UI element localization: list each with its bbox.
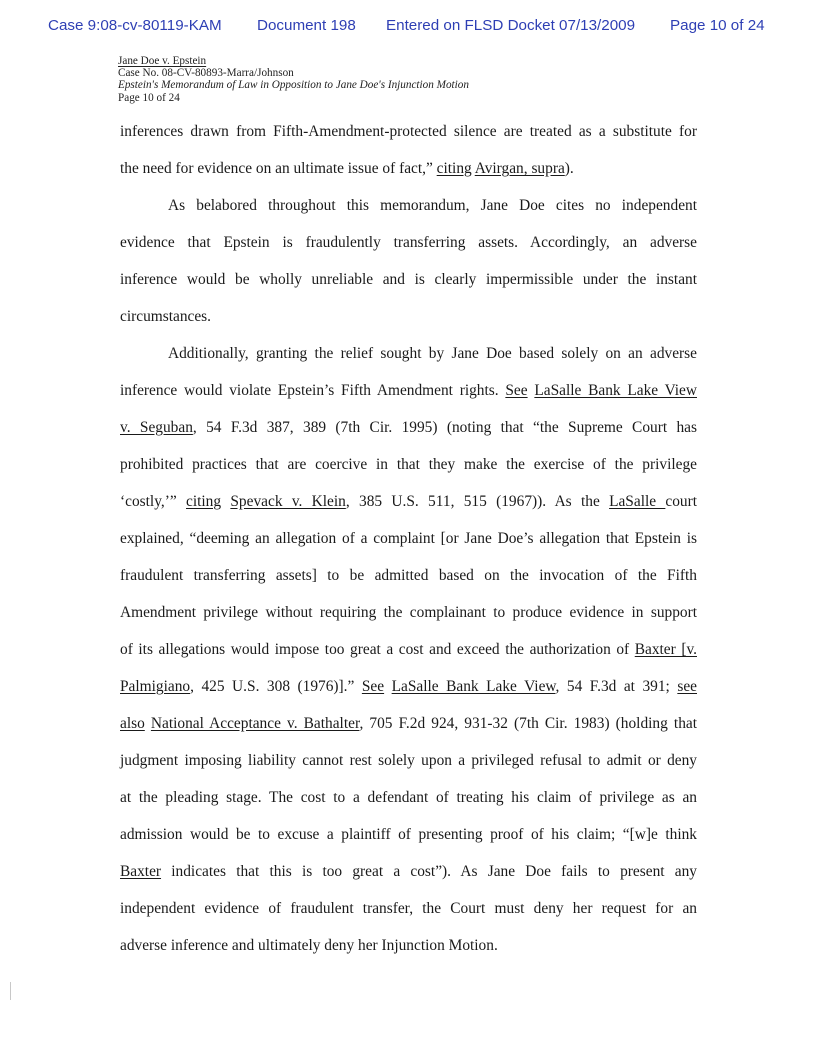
body-line-12: explained, “deeming an allegation of a complaint [or Jane Doe’s allegation that Epstein is <box>120 530 697 547</box>
header-document-title: Epstein's Memorandum of Law in Opposition to Jane Doe's Injunction Motion <box>118 79 469 92</box>
case-citation: Baxter [v. <box>634 641 697 658</box>
body-line-18: judgment imposing liability cannot rest solely upon a privileged refusal to admit or deny <box>120 752 697 769</box>
case-citation: Baxter <box>120 863 162 880</box>
body-line-13: fraudulent transferring assets] to be admitted based on the invocation of the Fifth <box>120 567 697 584</box>
citation-signal: see <box>677 678 697 695</box>
body-line-10: prohibited practices that are coercive in that they make the exercise of the privilege <box>120 456 697 473</box>
header-case-number: Case No. 08-CV-80893-Marra/Johnson <box>118 67 294 80</box>
body-line-9: v. Seguban, 54 F.3d 387, 389 (7th Cir. 1995) (noting that “the Supreme Court has <box>120 419 697 436</box>
body-line-5: inference would be wholly unreliable and is clearly impermissible under the instant <box>120 271 697 288</box>
body-line-20: admission would be to excuse a plaintiff of presenting proof of his claim; “[w]e think <box>120 826 697 843</box>
case-citation: Spevack v. Klein <box>230 493 346 510</box>
citation-signal: also <box>120 715 145 732</box>
case-citation: LaSalle Bank Lake View <box>534 382 697 399</box>
paragraph-2-start: As belabored throughout this memorandum, Jane Doe cites no independent <box>168 197 697 214</box>
header-page-number: Page 10 of 24 <box>118 91 180 104</box>
body-line-22: independent evidence of fraudulent transfer, the Court must deny her request for an <box>120 900 697 917</box>
stamp-page-number: Page 10 of 24 <box>670 17 765 34</box>
citation-signal: See <box>361 678 385 695</box>
body-line-17: also National Acceptance v. Bathalter, 705 F.2d 924, 931-32 (7th Cir. 1983) (holding that <box>120 715 697 732</box>
case-citation: National Acceptance v. Bathalter <box>150 715 360 732</box>
body-line-21: Baxter indicates that this is too great a cost”). As Jane Doe fails to present any <box>120 863 697 880</box>
stamp-document-number: Document 198 <box>257 17 356 34</box>
body-line-6: circumstances. <box>120 308 212 325</box>
body-line-1: inferences drawn from Fifth-Amendment-protected silence are treated as a substitute for <box>120 123 697 140</box>
body-line-23: adverse inference and ultimately deny her Injunction Motion. <box>120 937 498 954</box>
body-line-15: of its allegations would impose too great a cost and exceed the authorization of Baxter [v. <box>120 641 697 658</box>
stamp-docket-entry: Entered on FLSD Docket 07/13/2009 <box>386 17 636 34</box>
body-line-8: inference would violate Epstein’s Fifth Amendment rights. See LaSalle Bank Lake View <box>120 382 697 399</box>
header-caption: Jane Doe v. Epstein <box>118 55 207 67</box>
case-citation: Avirgan, supra <box>474 160 565 177</box>
body-line-16: Palmigiano, 425 U.S. 308 (1976)].” See LaSalle Bank Lake View, 54 F.3d at 391; see <box>120 678 697 695</box>
document-header <box>118 55 469 104</box>
body-line-4: evidence that Epstein is fraudulently transferring assets. Accordingly, an adverse <box>120 234 697 251</box>
citation-signal: citing <box>186 493 222 510</box>
body-line-2: the need for evidence on an ultimate issue of fact,” citing Avirgan, supra). <box>120 160 574 177</box>
stamp-case-number: Case 9:08-cv-80119-KAM <box>48 17 222 34</box>
citation-signal: See <box>505 382 528 399</box>
case-citation: Palmigiano <box>120 678 191 695</box>
citation-signal: citing <box>436 160 472 177</box>
body-line-14: Amendment privilege without requiring the complainant to produce evidence in support <box>120 604 697 621</box>
paragraph-3-start: Additionally, granting the relief sought by Jane Doe based solely on an adverse <box>168 345 697 362</box>
scan-margin-mark <box>10 982 11 1000</box>
case-citation: LaSalle Bank Lake View <box>391 678 556 695</box>
body-line-11: ‘costly,’” citing Spevack v. Klein, 385 U.S. 511, 515 (1967)). As the LaSalle court <box>120 493 698 510</box>
case-citation: LaSalle <box>609 493 666 510</box>
case-citation: v. Seguban <box>120 419 193 436</box>
body-line-19: at the pleading stage. The cost to a defendant of treating his claim of privilege as an <box>120 789 697 806</box>
